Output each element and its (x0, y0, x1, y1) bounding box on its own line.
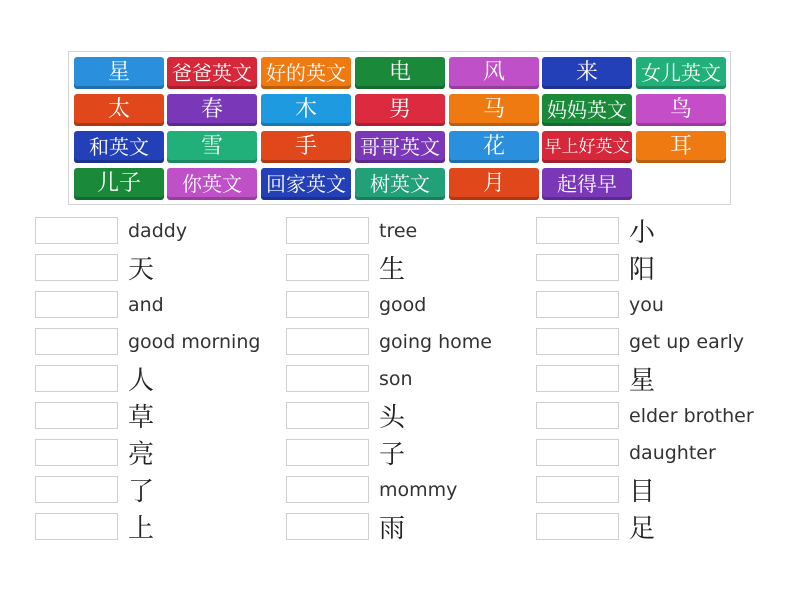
drop-box[interactable] (286, 402, 369, 429)
target-label: daughter (629, 441, 716, 464)
word-tile-label: 风 (482, 60, 505, 85)
word-tile[interactable] (355, 94, 445, 126)
word-tile-label: 春 (200, 97, 223, 122)
drop-box[interactable] (286, 328, 369, 355)
word-tile-label: 鸟 (669, 97, 692, 122)
word-tile-label: 男 (388, 97, 411, 122)
target-label: 子 (379, 440, 406, 470)
word-tile[interactable] (167, 57, 257, 89)
word-tile-label: 耳 (669, 134, 692, 159)
word-tile[interactable] (449, 168, 539, 200)
drop-box[interactable] (536, 365, 619, 392)
word-tile-label: 起得早 (557, 172, 617, 196)
target-label: daddy (128, 219, 188, 242)
word-tile[interactable] (542, 57, 632, 89)
target-label: 天 (128, 255, 155, 285)
word-tile[interactable] (449, 131, 539, 163)
drop-box[interactable] (536, 291, 619, 318)
word-tile[interactable] (261, 57, 351, 89)
word-tile-label: 早上好英文 (544, 136, 630, 157)
word-tile-label: 女儿英文 (641, 61, 721, 85)
drop-box[interactable] (536, 254, 619, 281)
drop-box[interactable] (536, 217, 619, 244)
word-tile[interactable] (355, 168, 445, 200)
drop-box[interactable] (286, 513, 369, 540)
word-tile-label: 你英文 (182, 172, 242, 196)
target-label: 雨 (379, 514, 406, 544)
word-tile-label: 太 (107, 97, 130, 122)
target-label: son (379, 367, 413, 390)
word-tile[interactable] (449, 94, 539, 126)
drop-box[interactable] (286, 476, 369, 503)
word-bank (68, 51, 731, 205)
word-tile-label: 回家英文 (266, 172, 346, 196)
word-tile-label: 儿子 (96, 171, 141, 196)
word-tile[interactable] (636, 57, 726, 89)
word-tile[interactable] (449, 57, 539, 89)
word-tile-label: 月 (482, 171, 505, 196)
word-tile-label: 花 (482, 134, 505, 159)
word-tile-label: 手 (294, 134, 317, 159)
word-tile-label: 雪 (200, 134, 223, 159)
target-label: 亮 (128, 440, 155, 470)
target-label: tree (379, 219, 418, 242)
target-label: 上 (128, 514, 155, 544)
target-label: 头 (379, 403, 406, 433)
word-tile-label: 星 (107, 60, 130, 85)
target-label: mommy (379, 478, 458, 501)
word-tile[interactable] (542, 168, 632, 200)
word-tile[interactable] (261, 94, 351, 126)
word-tile-label: 树英文 (370, 172, 430, 196)
drop-box[interactable] (35, 365, 118, 392)
word-tile-label: 来 (575, 60, 598, 85)
target-label: 草 (128, 403, 155, 433)
target-label: 阳 (629, 255, 656, 285)
target-label: get up early (629, 330, 745, 353)
word-tile-label: 马 (482, 97, 505, 122)
target-label: going home (379, 330, 492, 353)
drop-box[interactable] (286, 365, 369, 392)
drop-box[interactable] (286, 291, 369, 318)
word-tile[interactable] (542, 94, 632, 126)
word-tile[interactable] (261, 168, 351, 200)
drop-box[interactable] (286, 254, 369, 281)
drop-box[interactable] (536, 328, 619, 355)
word-tile[interactable] (74, 94, 164, 126)
word-tile-label: 木 (294, 97, 317, 122)
word-tile[interactable] (74, 57, 164, 89)
word-tile-label: 爸爸英文 (172, 61, 252, 85)
word-tile-label: 电 (388, 60, 411, 85)
target-label: 目 (629, 477, 656, 507)
word-tile-label: 哥哥英文 (360, 135, 440, 159)
target-label: elder brother (629, 404, 754, 427)
word-tile-label: 和英文 (89, 135, 149, 159)
word-tile[interactable] (74, 168, 164, 200)
word-tile[interactable] (355, 131, 445, 163)
target-label: good morning (128, 330, 261, 353)
word-tile-label: 好的英文 (266, 61, 346, 85)
drop-box[interactable] (35, 291, 118, 318)
target-label: you (629, 293, 664, 316)
target-label: 小 (629, 218, 656, 248)
word-tile[interactable] (167, 131, 257, 163)
drop-box[interactable] (35, 439, 118, 466)
target-label: and (128, 293, 164, 316)
drop-box[interactable] (35, 328, 118, 355)
drop-box[interactable] (35, 513, 118, 540)
word-tile-label: 妈妈英文 (547, 98, 627, 122)
word-tile[interactable] (636, 131, 726, 163)
word-tile[interactable] (167, 94, 257, 126)
word-tile[interactable] (167, 168, 257, 200)
target-label: 生 (379, 255, 406, 285)
drop-box[interactable] (286, 217, 369, 244)
drop-box[interactable] (35, 476, 118, 503)
target-label: good (379, 293, 427, 316)
target-label: 了 (128, 477, 155, 507)
drop-box[interactable] (35, 217, 118, 244)
drop-box[interactable] (536, 476, 619, 503)
word-tile[interactable] (636, 94, 726, 126)
drop-box[interactable] (35, 254, 118, 281)
drop-box[interactable] (536, 513, 619, 540)
word-tile[interactable] (261, 131, 351, 163)
target-label: 人 (128, 366, 155, 396)
word-tile[interactable] (74, 131, 164, 163)
word-tile[interactable] (355, 57, 445, 89)
drop-box[interactable] (35, 402, 118, 429)
target-label: 足 (629, 514, 656, 544)
drop-box[interactable] (536, 402, 619, 429)
word-tile[interactable] (542, 131, 632, 163)
drop-box[interactable] (286, 439, 369, 466)
target-label: 星 (629, 366, 656, 396)
drop-box[interactable] (536, 439, 619, 466)
